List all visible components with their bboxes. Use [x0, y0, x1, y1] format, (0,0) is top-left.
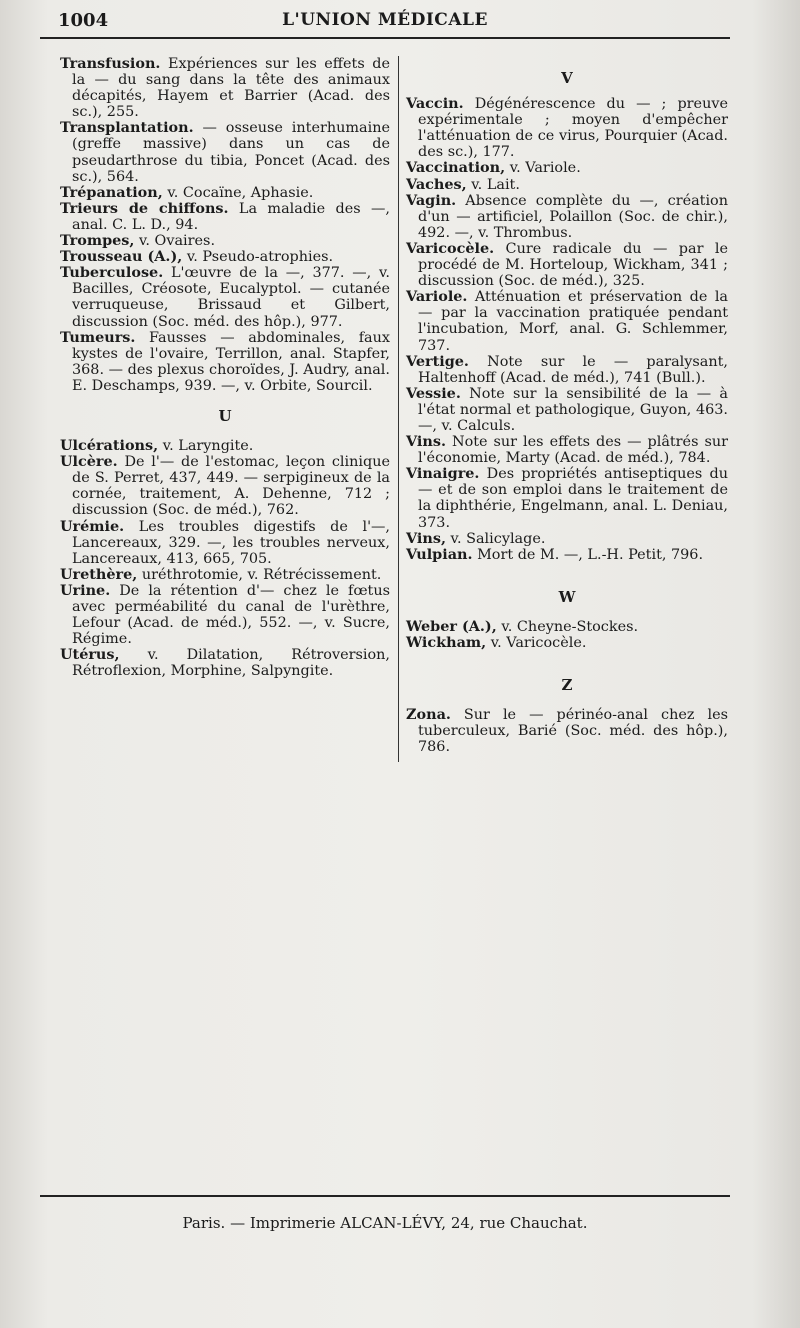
index-entry: [406, 434, 728, 466]
index-entry: [60, 120, 390, 184]
entry-keyword: Variole.: [406, 288, 468, 306]
entry-keyword: Vulpian.: [406, 545, 473, 563]
entry-text: Cure radicale du — par le procédé de M. Horteloup, Wickham, 341 ; discussion (Soc. de méd.), 325.: [418, 240, 728, 290]
entry-text: Mort de M. —, L.-H. Petit, 796.: [472, 546, 704, 563]
index-entry: [60, 201, 390, 233]
entry-keyword: Transplantation.: [60, 119, 194, 137]
entry-keyword: Vins,: [406, 529, 446, 547]
entry-text: De l'— de l'estomac, leçon clinique de S. Perret, 437, 449. — serpigineux de la cornée, traitement, A. Dehenne, 712 ; discussion (Soc. de méd.), 762.: [72, 454, 390, 519]
section-letter-w: W: [558, 587, 576, 606]
index-entries-w: [406, 619, 728, 651]
entry-keyword: Vaccin.: [406, 95, 464, 113]
section-letter-z: Z: [561, 676, 573, 695]
header-rule: [40, 37, 730, 39]
page-header: [40, 6, 730, 36]
section-letter-v: V: [561, 69, 573, 87]
index-entry: [406, 386, 728, 434]
index-entry: [406, 241, 728, 289]
entry-text: — osseuse interhumaine (greffe massive) dans un cas de pseudarthrose du tibia, Poncet (Acad. des sc.), 564.: [72, 120, 390, 185]
entry-keyword: Weber (A.),: [406, 617, 497, 635]
index-entry: [60, 583, 390, 647]
entry-keyword: Tumeurs.: [60, 328, 136, 346]
index-entry: [60, 233, 390, 249]
index-entry: [60, 454, 390, 518]
index-entry: [406, 160, 728, 176]
entry-text: uréthrotomie, v. Rétrécissement.: [137, 566, 382, 583]
index-entry: [406, 289, 728, 353]
entry-keyword: Wickham,: [406, 634, 487, 651]
index-entry: [60, 647, 390, 679]
entry-keyword: Transfusion.: [60, 55, 161, 72]
entry-keyword: Ulcérations,: [60, 437, 159, 455]
entry-keyword: Vinaigre.: [406, 465, 480, 483]
index-entry: [60, 249, 390, 265]
entry-text: v. Laryngite.: [158, 438, 254, 455]
index-entry: [406, 619, 728, 635]
entry-text: v. Dilatation, Rétroversion, Rétroflexion, Morphine, Salpyngite.: [72, 647, 390, 680]
entry-keyword: Trépanation,: [60, 183, 163, 201]
entry-text: v. Varicocèle.: [486, 635, 587, 651]
entry-keyword: Vertige.: [406, 352, 469, 370]
entry-text: La maladie des —, anal. C. L. D., 94.: [72, 200, 390, 233]
index-entry: [406, 547, 728, 563]
entry-text: Des propriétés antiseptiques du — et de son emploi dans le traitement de la diphthérie, Engelmann, anal. L. Deniau, 373.: [418, 466, 729, 531]
index-entries-v: [406, 96, 728, 563]
entry-text: Note sur le — paralysant, Haltenhoff (Acad. de méd.), 741 (Bull.).: [418, 353, 728, 386]
entry-keyword: Vagin.: [406, 191, 457, 209]
index-entry: [60, 438, 390, 454]
entry-text: v. Cheyne-Stockes.: [496, 618, 639, 635]
index-entry: [406, 707, 728, 755]
index-entry: [406, 466, 728, 530]
page-number: 1004: [58, 10, 109, 31]
entry-keyword: Trompes,: [60, 232, 135, 250]
entry-text: v. Ovaires.: [134, 233, 216, 250]
entry-text: Absence complète du —, création d'un — artificiel, Polaillon (Soc. de chir.), 492. —, v. Thrombus.: [418, 192, 728, 241]
entry-text: v. Salicylage.: [445, 530, 546, 547]
entry-text: Expériences sur les effets de la — du sang dans la tête des animaux décapités, Hayem et Barrier (Acad. des sc.), 255.: [72, 56, 390, 121]
index-entry: [60, 567, 390, 583]
index-entry: [406, 177, 728, 193]
entry-keyword: Vessie.: [406, 384, 461, 402]
entry-text: Note sur les effets des — plâtrés sur l'économie, Marty (Acad. de méd.), 784.: [418, 434, 728, 467]
section-letter-u: U: [218, 406, 232, 425]
index-entry: [60, 185, 390, 201]
entry-text: Dégénérescence du — ; preuve expérimentale ; moyen d'empêcher l'atténuation de ce virus, Pourquier (Acad. des sc.), 177.: [418, 96, 728, 161]
entry-keyword: Varicocèle.: [406, 239, 495, 257]
entry-keyword: Urethère,: [60, 565, 138, 583]
entry-keyword: Vaccination,: [406, 159, 506, 177]
entry-keyword: Trieurs de chiffons.: [60, 199, 229, 217]
index-entries-u: [60, 438, 390, 679]
column-divider: [398, 56, 399, 762]
entry-text: Fausses — abdominales, faux kystes de l'ovaire, Terrillon, anal. Stapfer, 368. — des plexus choroïdes, J. Audry, anal. E. Deschamps, 939. —, v. Orbite, Sourcil.: [72, 329, 390, 394]
index-entry: [406, 635, 728, 651]
entry-keyword: Urémie.: [60, 517, 125, 535]
index-entry: [406, 354, 728, 386]
printer-imprint: Paris. — Imprimerie ALCAN-LÉVY, 24, rue Chauchat.: [182, 1214, 588, 1232]
entry-text: v. Variole.: [505, 160, 581, 177]
footer-rule: [40, 1195, 730, 1197]
entry-text: v. Pseudo-atrophies.: [182, 249, 334, 266]
entry-text: Sur le — périnéo-anal chez les tuberculeux, Barié (Soc. méd. des hôp.), 786.: [418, 707, 728, 756]
index-entry: [406, 193, 728, 241]
index-entry: [406, 96, 728, 160]
index-entry: [406, 531, 728, 547]
entry-keyword: Urine.: [60, 581, 111, 599]
entry-keyword: Ulcère.: [60, 453, 118, 471]
index-entry: [60, 265, 390, 329]
running-title: L'UNION MÉDICALE: [282, 10, 488, 30]
entry-text: Atténuation et préservation de la — par la vaccination pratiquée pendant l'incubation, Morf, anal. G. Schlemmer, 737.: [418, 289, 728, 354]
entry-keyword: Vaches,: [406, 175, 467, 193]
index-entries-t: [60, 56, 390, 394]
index-entry: [60, 330, 390, 394]
entry-keyword: Tuberculose.: [60, 264, 164, 282]
index-entry: [60, 56, 390, 120]
entry-text: De la rétention d'— chez le fœtus avec perméabilité du canal de l'urèthre, Lefour (Acad. de méd.), 552. —, v. Sucre, Régime.: [72, 582, 390, 648]
entry-keyword: Zona.: [406, 706, 451, 724]
entry-text: L'œuvre de la —, 377. —, v. Bacilles, Créosote, Eucalyptol. — cutanée verruqueuse, Brissaud et Gilbert, discussion (Soc. méd. des hôp.), 977.: [72, 265, 390, 330]
right-column: [406, 56, 728, 755]
entry-text: v. Lait.: [466, 176, 520, 193]
index-entry: [60, 519, 390, 567]
index-entries-z: [406, 707, 728, 755]
entry-keyword: Trousseau (A.),: [60, 248, 183, 266]
entry-text: Note sur la sensibilité de la — à l'état normal et pathologique, Guyon, 463. —, v. Calculs.: [418, 385, 728, 434]
entry-keyword: Utérus,: [60, 646, 120, 664]
entry-text: Les troubles digestifs de l'—, Lancereaux, 329. —, les troubles nerveux, Lancereaux, 413, 665, 705.: [72, 518, 390, 567]
entry-keyword: Vins.: [406, 433, 446, 451]
left-column: [60, 56, 390, 679]
entry-text: v. Cocaïne, Aphasie.: [162, 184, 314, 201]
